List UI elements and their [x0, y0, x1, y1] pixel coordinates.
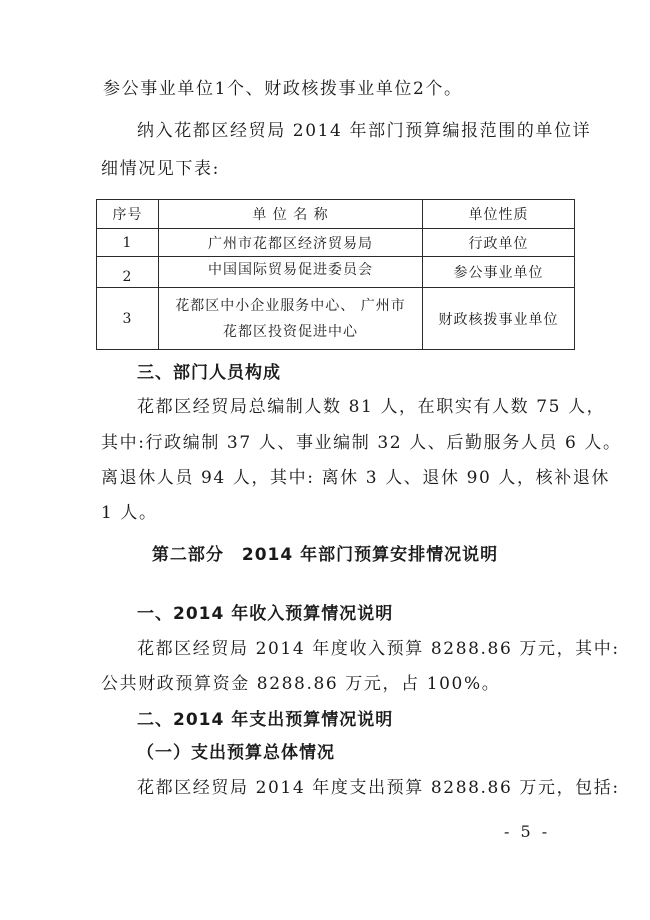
paragraph-line: 其中:行政编制 37 人、事业编制 32 人、后勤服务人员 6 人。 [101, 433, 622, 453]
page-number: - 5 - [504, 822, 551, 841]
table-row [97, 288, 575, 350]
cell-unit-type: 行政单位 [423, 229, 575, 257]
paragraph-line: 花都区经贸局总编制人数 81 人，在职实有人数 75 人， [137, 397, 606, 417]
cell-unit-name: 中国国际贸易促进委员会 [159, 257, 423, 288]
section-heading: 二、2014 年支出预算情况说明 [137, 710, 394, 730]
paragraph-line: 细情况见下表: [101, 159, 220, 179]
column-header: 序号 [97, 200, 159, 229]
table-row [97, 229, 575, 257]
section-heading: 三、部门人员构成 [137, 363, 281, 383]
units-table [96, 199, 575, 350]
paragraph-line: 公共财政预算资金 8288.86 万元，占 100%。 [101, 674, 501, 694]
column-header: 单位性质 [423, 200, 575, 229]
cell-no: 3 [97, 288, 159, 350]
cell-unit-name: 广州市花都区经济贸易局 [159, 229, 423, 257]
cell-no: 1 [97, 229, 159, 257]
paragraph-line: 1 人。 [101, 503, 158, 523]
cell-unit-name-line: 花都区投资促进中心 [223, 323, 358, 340]
paragraph-line: 参公事业单位1个、财政核拨事业单位2个。 [103, 79, 463, 99]
paragraph-line: 花都区经贸局 2014 年度支出预算 8288.86 万元，包括: [137, 778, 620, 798]
cell-unit-type: 参公事业单位 [423, 257, 575, 288]
paragraph-line: 离退休人员 94 人，其中: 离休 3 人、退休 90 人，核补退休 [101, 468, 611, 488]
table-header-row [97, 200, 575, 229]
section-heading: 一、2014 年收入预算情况说明 [137, 604, 394, 624]
cell-unit-type: 财政核拨事业单位 [423, 288, 575, 350]
cell-unit-name [159, 288, 423, 350]
paragraph-line: 花都区经贸局 2014 年度收入预算 8288.86 万元，其中: [137, 639, 620, 659]
paragraph-line: 纳入花都区经贸局 2014 年部门预算编报范围的单位详 [137, 121, 592, 141]
table-row [97, 257, 575, 288]
cell-no: 2 [97, 257, 159, 288]
column-header: 单 位 名 称 [159, 200, 423, 229]
cell-unit-name-line: 花都区中小企业服务中心、 广州市 [175, 297, 406, 314]
sub-heading: （一）支出预算总体情况 [137, 743, 335, 763]
part-title: 第二部分 2014 年部门预算安排情况说明 [151, 545, 499, 565]
